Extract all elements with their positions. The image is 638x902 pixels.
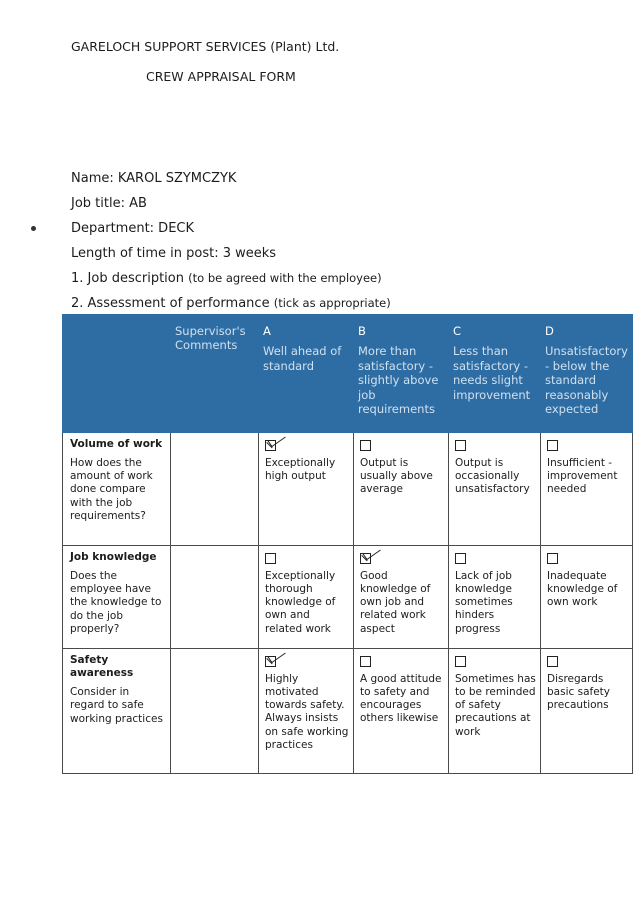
assessment-heading — [71, 296, 391, 311]
ticked-checkbox-icon[interactable] — [265, 656, 276, 667]
job-description-note: (to be agreed with the employee) — [188, 271, 382, 285]
checkbox-icon[interactable] — [547, 553, 558, 564]
grade-b-cell[interactable]: A good attitude to safety and encourages others likewise — [354, 649, 449, 774]
grade-a-cell[interactable]: Exceptionally high output — [259, 433, 354, 546]
employee-name: Name: KAROL SZYMCZYK — [71, 171, 237, 186]
grade-b-cell[interactable]: Output is usually above average — [354, 433, 449, 546]
job-description-heading — [71, 271, 382, 286]
checkbox-icon[interactable] — [455, 553, 466, 564]
supervisor-comment-cell[interactable] — [171, 433, 259, 546]
grade-d-cell[interactable]: Disregards basic safety precautions — [541, 649, 633, 774]
checkbox-icon[interactable] — [360, 656, 371, 667]
header-grade-a: A Well ahead of standard — [259, 315, 354, 433]
checkbox-icon[interactable] — [360, 440, 371, 451]
criteria-title: Safety awareness — [70, 654, 134, 680]
grade-a-cell[interactable]: Highly motivated towards safety. Always insists on safe working practices — [259, 649, 354, 774]
criteria-title: Job knowledge — [70, 551, 157, 563]
employee-length-in-post: Length of time in post: 3 weeks — [71, 246, 277, 261]
checkbox-icon[interactable] — [547, 656, 558, 667]
form-title: CREW APPRAISAL FORM — [146, 69, 296, 84]
header-criteria — [63, 315, 171, 433]
criteria-cell — [63, 546, 171, 649]
company-name: GARELOCH SUPPORT SERVICES (Plant) Ltd. — [71, 39, 340, 54]
grade-d-cell[interactable]: Insufficient - improvement needed — [541, 433, 633, 546]
table-row — [63, 546, 633, 649]
criteria-cell — [63, 649, 171, 774]
grade-c-cell[interactable]: Output is occasionally unsatisfactory — [449, 433, 541, 546]
margin-mark — [31, 226, 36, 231]
header-supervisor-comments: Supervisor's Comments — [171, 315, 259, 433]
criteria-title: Volume of work — [70, 438, 163, 450]
table-header-row — [63, 315, 633, 433]
grade-c-cell[interactable]: Lack of job knowledge sometimes hinders progress — [449, 546, 541, 649]
employee-department: Department: DECK — [71, 221, 195, 236]
supervisor-comment-cell[interactable] — [171, 649, 259, 774]
header-grade-b: B More than satisfactory - slightly above job requirements — [354, 315, 449, 433]
checkbox-icon[interactable] — [547, 440, 558, 451]
grade-b-cell[interactable]: Good knowledge of own job and related work aspect — [354, 546, 449, 649]
table-row — [63, 649, 633, 774]
supervisor-comment-cell[interactable] — [171, 546, 259, 649]
assessment-note: (tick as appropriate) — [273, 296, 391, 310]
grade-a-cell[interactable]: Exceptionally thorough knowledge of own and related work — [259, 546, 354, 649]
criteria-cell — [63, 433, 171, 546]
header-grade-c: C Less than satisfactory - needs slight improvement — [449, 315, 541, 433]
criteria-question: Does the employee have the knowledge to do the job properly? — [70, 570, 162, 635]
grade-c-cell[interactable]: Sometimes has to be reminded of safety precautions at work — [449, 649, 541, 774]
ticked-checkbox-icon[interactable] — [265, 440, 276, 451]
header-grade-d: D Unsatisfactory - below the standard reasonably expected — [541, 315, 633, 433]
ticked-checkbox-icon[interactable] — [360, 553, 371, 564]
checkbox-icon[interactable] — [265, 553, 276, 564]
criteria-question: How does the amount of work done compare with the job requirements? — [70, 457, 153, 522]
appraisal-table — [62, 314, 633, 774]
assessment-label: 2. Assessment of performance — [71, 296, 270, 311]
grade-d-cell[interactable]: Inadequate knowledge of own work — [541, 546, 633, 649]
table-row — [63, 433, 633, 546]
checkbox-icon[interactable] — [455, 440, 466, 451]
job-description-label: 1. Job description — [71, 271, 184, 286]
employee-job-title: Job title: AB — [71, 196, 147, 211]
checkbox-icon[interactable] — [455, 656, 466, 667]
criteria-question: Consider in regard to safe working practices — [70, 686, 163, 725]
